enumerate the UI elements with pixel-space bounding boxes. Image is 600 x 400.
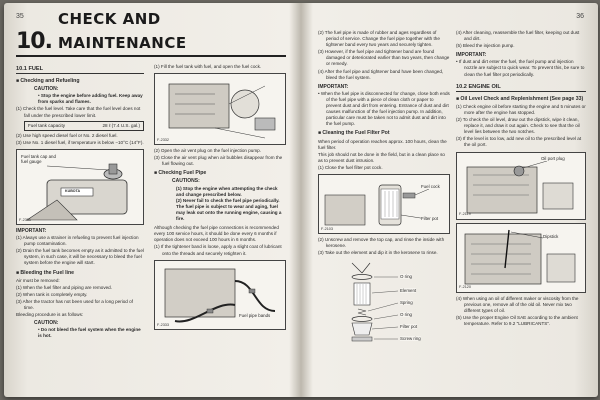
oil-item-5: (5) Use the proper Engine Oil SAE according to the ambient temperature. Refer to 9.2 "LUBRICANTS". xyxy=(456,314,578,326)
fuel-item-1: (1) Check the fuel level. Take care that the fuel level does not fall under the prescribed lower limit. xyxy=(16,106,141,118)
pipe-item-3: (3) However, if the fuel pipe and tightener band are found damaged or deteriorated earlier than two years, then change or remedy. xyxy=(318,49,450,67)
important-label-filter: IMPORTANT: xyxy=(456,52,487,59)
figure-fuel-pipe-bands xyxy=(154,260,286,330)
tractor-brand-label: KUBOTA xyxy=(65,188,81,193)
label-o-ring-bottom: O ring xyxy=(400,312,412,318)
figure-number-f2333: F-2333 xyxy=(157,322,170,327)
bleed-step-1: (1) Fill the fuel tank with fuel, and open the fuel cock. xyxy=(154,64,262,69)
page-number-right: 36 xyxy=(576,13,584,20)
bleed-intro: Air must be removed: xyxy=(16,277,60,283)
figure-dipstick xyxy=(456,223,586,293)
clean-item-1: (1) Close the fuel filter pot cock. xyxy=(318,164,383,170)
section-fuel-heading: 10.1 FUEL xyxy=(16,66,144,74)
engine-fuel-cock-illustration xyxy=(155,74,285,145)
pipe-item-1: (1) If the tightener band is loose, apply a slight coat of lubricant onto the threads and securely retighten it. xyxy=(154,244,282,256)
filter-exploded-illustration xyxy=(318,259,448,343)
fuel-item-2: (2) Use high speed diesel fuel or No. 2 diesel fuel. xyxy=(16,132,118,138)
figure-filter-exploded xyxy=(318,259,450,343)
pipe-check-text: Although checking the fuel pipe connections is recommended every 100 service hours, it should be done every 6 months if operation does not exceed 100 hours in 6 months. xyxy=(154,225,279,243)
left-page-column-2 xyxy=(154,63,286,333)
figure-fuel-pipe-caption: Fuel pipe bands xyxy=(239,312,271,318)
bleed-step-3: (3) Close the air vent plug when air bubbles disappear from the fuel flowing out. xyxy=(154,155,283,167)
subheading-checking-refueling: ■ Checking and Refueling xyxy=(16,78,144,84)
pipe-item-4: (4) After the fuel pipe and tightener band have been changed, bleed the fuel system. xyxy=(318,68,444,80)
bleed-item-3: (3) After the tractor has not been used for a long period of time. xyxy=(16,298,133,310)
figure-number-f2332: F-2332 xyxy=(157,138,170,142)
right-page-column-1 xyxy=(318,29,450,346)
clean-item-2: (2) Unscrew and remove the top cap, and rinse the inside with kerosene. xyxy=(318,236,445,249)
fuel-capacity-box xyxy=(24,121,144,131)
dipstick-illustration xyxy=(457,224,585,293)
figure-number-f2119: F-2119 xyxy=(459,212,471,217)
label-oil-port-plug: Oil port plug xyxy=(541,155,565,161)
left-page xyxy=(4,3,298,397)
right-page xyxy=(306,3,598,397)
figure-fuel-tank xyxy=(16,149,144,225)
chapter-title: CHECK AND MAINTENANCE xyxy=(57,10,187,52)
subheading-cleaning-filter: ■ Cleaning the Fuel Filter Pot xyxy=(318,130,450,136)
subheading-oil-level: ■ Oil Level Check and Replenishment (See page 33) xyxy=(456,96,586,102)
oil-item-1: (1) Check engine oil before starting the engine and 5 minutes or more after the engine has stopped. xyxy=(456,103,586,115)
bleed-step-2: (2) Open the air vent plug on the fuel injection pump. xyxy=(154,148,261,154)
bleed-procedure: Bleeding procedure is as follows: xyxy=(16,312,84,318)
fuel-capacity-value: 28 ℓ (7.4 U.S. gal.) xyxy=(102,122,140,128)
oil-item-4: (4) When using an oil of different maker or viscosity from the previous one, remove all of the old oil. Never mix two different types of oil. xyxy=(456,295,579,313)
bleed-item-1: (1) When the fuel filter and piping are removed. xyxy=(16,284,113,290)
oil-item-3: (3) If the level is too low, add new oil to the prescribed level at the oil port. xyxy=(456,136,582,148)
subheading-bleeding: ■ Bleeding the Fuel line xyxy=(16,270,144,276)
label-filter-pot-exploded: Filter pot xyxy=(400,324,418,330)
figure-number-f2331: F-2331 xyxy=(19,217,32,222)
caution-pipe-2: (2) Never fail to check the fuel pipe periodically. The fuel pipe is subject to wear and aging, fuel may leak out onto the running engine, causing a fire. xyxy=(176,197,282,222)
page-number-left: 35 xyxy=(16,13,24,20)
chapter-number: 10. xyxy=(16,29,52,54)
clean-item-5: (5) Bleed the injection pump. xyxy=(456,43,515,49)
left-page-column-1 xyxy=(16,63,144,339)
oil-item-2: (2) To check the oil level, draw out the dipstick, wipe it clean, replace it, and draw it out again. Check to see that the oil level lies between the two notches. xyxy=(456,117,580,135)
figure-fuel-filter xyxy=(318,174,450,234)
important-filter-text: • If dust and dirt enter the fuel, the fuel pump and injection nozzle are subject to quick wear. To prevent this, be sure to clean the fuel filter pot periodically. xyxy=(456,59,585,77)
label-o-ring-top: O ring xyxy=(400,274,412,280)
important-label-left: IMPORTANT: xyxy=(16,227,47,234)
label-screw-ring: Screw ring xyxy=(400,336,421,342)
label-dipstick: Dipstick xyxy=(543,233,559,239)
figure-fuel-tank-caption: Fuel tank cap and fuel gauge xyxy=(21,154,61,164)
fuel-pipe-illustration xyxy=(155,261,285,330)
open-manual-book xyxy=(4,3,598,397)
figure-number-f2120: F-2120 xyxy=(459,285,472,290)
important-label-right: IMPORTANT: xyxy=(318,83,349,90)
figure-fuel-cock xyxy=(154,73,286,145)
subheading-checking-fuel-pipe: ■ Checking Fuel Pipe xyxy=(154,170,286,176)
important-pipe-text: • When the fuel pipe is disconnected for change, close both ends of the fuel pipe with a piece of clean cloth or paper to prevent dust and dirt from entering. Entrance of dust and dirt causes malfunction of the fuel injection pump. In addition, particular care must be taken not to admit dust and dirt into the fuel pump. xyxy=(318,90,450,127)
clean-item-4: (4) After cleaning, reassemble the fuel filter, keeping out dust and dirt. xyxy=(456,30,580,42)
figure-number-f2103: F-2103 xyxy=(321,226,334,231)
important-item-1: (1) Always use a strainer in refueling to prevent fuel injection pump contamination. xyxy=(16,235,139,247)
figure-oil-port xyxy=(456,152,586,220)
fuel-capacity-label: Fuel tank capacity xyxy=(28,122,66,128)
label-filter-pot: Filter pot xyxy=(421,215,439,221)
caution-label: CAUTION: xyxy=(34,86,59,93)
right-page-column-2 xyxy=(456,29,586,328)
label-fuel-cock: Fuel cock xyxy=(421,183,440,189)
caution-label-2: CAUTION: xyxy=(34,320,59,327)
bleed-item-2: (2) When tank is completely empty. xyxy=(16,291,88,297)
oil-port-illustration xyxy=(457,153,585,220)
clean-item-3: (3) Take out the element and dip it in the kerosene to rinse. xyxy=(318,250,438,256)
label-spring: Spring xyxy=(400,300,413,306)
clean-note: This job should not be done in the field, but in a clean place so as to prevent dust intrusion. xyxy=(318,151,445,163)
clean-intro: When period of operation reaches approx. 100 hours, clean the fuel filter. xyxy=(318,138,447,150)
caution-bleed-text: • Do not bleed the fuel system when the engine is hot. xyxy=(38,327,141,339)
cautions-label: CAUTIONS: xyxy=(172,178,200,185)
caution-refuel-text: • Stop the engine before adding fuel. Keep away from sparks and flames. xyxy=(38,93,143,105)
important-item-2: (2) Drain the fuel tank becomes empty as it admitted to the fuel system, in such case, it will be necessary to bleed the fuel system before the engine will start. xyxy=(16,248,144,266)
caution-pipe-1: (1) Stop the engine when attempting the check and change prescribed below. xyxy=(176,185,278,197)
fuel-item-3: (3) Use No. 1 diesel fuel, if temperature is below −10°C (14°F). xyxy=(16,139,144,145)
label-element: Element xyxy=(400,288,417,294)
pipe-item-2: (2) The fuel pipe is made of rubber and ages regardless of period of service. Change the fuel pipe together with the tightener band every two years and securely tighten. xyxy=(318,30,440,48)
section-engine-oil-heading: 10.2 ENGINE OIL xyxy=(456,84,586,92)
